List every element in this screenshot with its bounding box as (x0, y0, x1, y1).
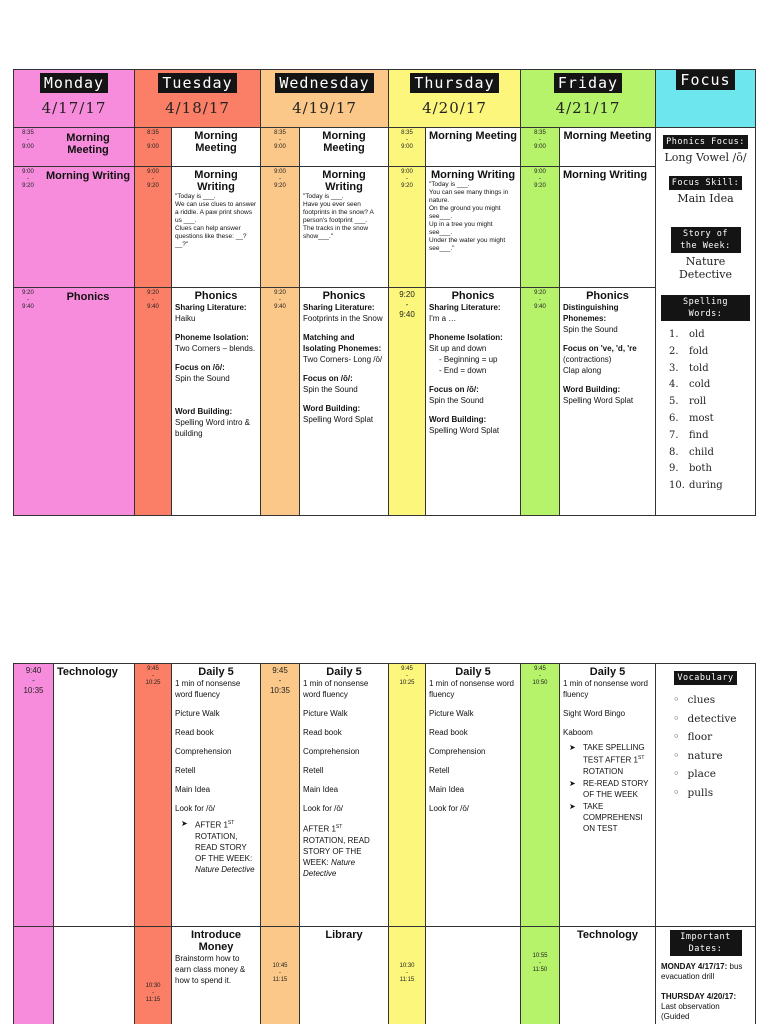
story-value: Nature Detective (678, 255, 733, 281)
day-date: 4/18/17 (165, 99, 230, 117)
list-item: 10. during (669, 480, 723, 492)
time-slot: 10:45 - 11:15 (261, 927, 300, 1024)
list-item: ◦ place (673, 765, 750, 784)
tuesday-phonics: Phonics Sharing Literature: Haiku Phoneme Isolation: Two Corners – blends. Focus on /ō/: Spin the Sound Word Building: Spelling Word intro & building (172, 288, 261, 516)
phoneme-bullets (429, 354, 517, 376)
afternoon-row (14, 927, 756, 1024)
time-slot: 8:35 - 9:00 (261, 128, 300, 167)
time-slot: 9:00 - 9:20 (389, 167, 426, 288)
important-dates-box (656, 927, 756, 1024)
activity-title: Phonics (66, 291, 110, 303)
time-slot: 9:20 - 9:40 (261, 288, 300, 516)
focus-skill-value: Main Idea (677, 192, 734, 205)
day-name: Wednesday (275, 73, 373, 93)
focus-skill-label: Focus Skill: (669, 176, 742, 190)
list-item: ◦ clues (673, 691, 750, 710)
thursday-morning-meeting: Morning Meeting (426, 128, 521, 167)
vocabulary-box (656, 664, 756, 927)
list-item: - End = down (439, 365, 517, 376)
activity-title: Morning Writing (45, 170, 131, 182)
monday-morning-writing (14, 167, 135, 288)
phonics-focus-value: Long Vowel /ō/ (664, 151, 747, 164)
thursday-phonics: Phonics Sharing Literature: I'm a … Phoneme Isolation: Sit up and down - Beginning = up - End = down Focus on /ō/: Spin the Sound Word Building: Spelling Word Splat (426, 288, 521, 516)
monday-morning-meeting (14, 128, 135, 167)
day-name: Friday (554, 73, 622, 93)
list-item: 4. cold (669, 379, 711, 391)
wednesday-morning-meeting: Morning Meeting (300, 128, 389, 167)
time-slot: 9:20 - 9:40 (521, 288, 560, 516)
time-slot: 9:45 - 10:25 (389, 664, 426, 927)
focus-title: Focus (676, 70, 734, 90)
tuesday-morning-meeting: Morning Meeting (172, 128, 261, 167)
time-slot: 10:30 - 11:15 (135, 927, 172, 1024)
list-item: ➤ TAKE SPELLING TEST AFTER 1ST ROTATION (569, 742, 652, 777)
list-item: 8. child (669, 446, 714, 458)
friday-morning-meeting: Morning Meeting (560, 128, 656, 167)
phonics-row (14, 288, 756, 516)
list-item: MONDAY 4/17/17: bus evacuation drill (661, 962, 743, 981)
day-date: 4/20/17 (422, 99, 487, 117)
phonics-focus-label: Phonics Focus: (663, 135, 748, 149)
spelling-words-label: Spelling Words: (661, 295, 750, 321)
time-slot: 9:45 - 10:25 (135, 664, 172, 927)
time-slot: 8:35 - 9:00 (135, 128, 172, 167)
header-monday (14, 70, 135, 128)
list-item: 3. told (669, 362, 709, 374)
thursday-empty-content (426, 927, 521, 1024)
morning-writing-row (14, 167, 756, 288)
time-slot: 8:35 - 9:00 (521, 128, 560, 167)
friday-morning-writing: Morning Writing (560, 167, 656, 288)
activity-title: Morning Meeting (66, 132, 110, 156)
list-item: ◦ nature (673, 747, 750, 766)
list-item: ◦ pulls (673, 784, 750, 803)
list-item: ➤ RE-READ STORY OF THE WEEK (569, 778, 652, 800)
focus-column (656, 128, 756, 516)
time-slot: 9:20 - 9:40 (135, 288, 172, 516)
important-dates-label: Important Dates: (670, 930, 742, 956)
header-focus (656, 70, 756, 128)
weekly-plan-table-top (13, 69, 756, 516)
list-item: - Beginning = up (439, 354, 517, 365)
header-wednesday (261, 70, 389, 128)
thursday-morning-writing: Morning Writing "Today is ___. You can see many things in nature. On the ground you might see___. Up in a tree you might see___. Under the water you might see___." (426, 167, 521, 288)
time-slot: 9:00 - 9:20 (135, 167, 172, 288)
tuesday-daily5: Daily 5 1 min of nonsense word fluency Picture Walk Read book Comprehension Retell Main Idea Look for /ō/ ➤ AFTER 1ST ROTATION, READ STORY OF THE WEEK: Nature Detective (172, 664, 261, 927)
wednesday-morning-writing: Morning Writing "Today is ___. Have you ever seen footprints in the snow? A person's footprint ___. The tracks in the snow show___." (300, 167, 389, 288)
monday-phonics (14, 288, 135, 516)
time-slot: 9:00 - 9:20 (521, 167, 560, 288)
list-item: THURSDAY 4/20/17: Last observation (Guided (661, 992, 737, 1021)
wednesday-library: Library (300, 927, 389, 1024)
time-slot: 8:35 - 9:00 (389, 128, 426, 167)
vocabulary-label: Vocabulary (674, 671, 736, 685)
arrow-list (175, 818, 257, 875)
time-slot: 8:35 - 9:00 (22, 130, 34, 150)
daily5-row (14, 664, 756, 927)
spelling-words-list (661, 327, 750, 495)
day-date: 4/17/17 (41, 99, 107, 117)
list-item: 9. both (669, 463, 712, 475)
list-item: 2. fold (669, 345, 709, 357)
day-date: 4/21/17 (555, 99, 621, 117)
list-item: ➤ AFTER 1ST ROTATION, READ STORY OF THE WEEK: Nature Detective (181, 818, 257, 875)
time-slot: 10:55 - 11:50 (521, 927, 560, 1024)
wednesday-daily5: Daily 5 1 min of nonsense word fluency Picture Walk Read book Comprehension Retell Main Idea Look for /ō/ AFTER 1ST ROTATION, READ STORY OF THE WEEK: Nature Detective (300, 664, 389, 927)
important-dates-list (661, 962, 750, 1022)
monday-technology: Technology (54, 664, 135, 927)
thursday-daily5: Daily 5 1 min of nonsense word fluency Picture Walk Read book Comprehension Retell Main Idea Look for /ō/ (426, 664, 521, 927)
list-item: ◦ detective (673, 710, 750, 729)
day-name: Thursday (410, 73, 498, 93)
header-thursday (389, 70, 521, 128)
wednesday-phonics: Phonics Sharing Literature: Footprints in the Snow Matching and Isolating Phonemes: Two Corners- Long /ō/ Focus on /ō/: Spin the Sound Word Building: Spelling Word Splat (300, 288, 389, 516)
weekly-plan-table-bottom (13, 663, 756, 1024)
list-item: ◦ floor (673, 728, 750, 747)
list-item: 1. old (669, 329, 705, 340)
list-item: 7. find (669, 429, 709, 441)
time-slot: 10:30 - 11:15 (389, 927, 426, 1024)
time-slot: 9:00 - 9:20 (261, 167, 300, 288)
monday-empty (14, 927, 54, 1024)
time-slot: 9:45 - 10:35 (261, 664, 300, 927)
friday-phonics: Phonics Distinguishing Phonemes: Spin the Sound Focus on 've, 'd, 're (contractions) Clap along Word Building: Spelling Word Splat (560, 288, 656, 516)
list-item: 5. roll (669, 396, 707, 408)
time-slot: 9:20 - 9:40 (22, 290, 34, 310)
monday-empty-content (54, 927, 135, 1024)
friday-daily5: Daily 5 1 min of nonsense word fluency Sight Word Bingo Kaboom ➤ TAKE SPELLING TEST AFTER 1ST ROTATION ➤ RE-READ STORY OF THE WEEK ➤ TAKE COMPREHENSI ON TEST (560, 664, 656, 927)
arrow-list (563, 742, 652, 834)
tuesday-introduce-money: Introduce Money Brainstorm how to earn class money & how to spend it. (172, 927, 261, 1024)
day-header-row (14, 70, 756, 128)
time-slot: 9:40 - 10:35 (14, 664, 54, 927)
header-friday (521, 70, 656, 128)
morning-meeting-row (14, 128, 756, 167)
day-name: Tuesday (158, 73, 236, 93)
day-name: Monday (40, 73, 108, 93)
tuesday-morning-writing: Morning Writing "Today is ___. We can use clues to answer a riddle. A paw print shows us ___. Clues can help answer questions like these: __?__?" (172, 167, 261, 288)
time-slot: 9:20 - 9:40 (389, 288, 426, 516)
vocabulary-list (661, 691, 750, 802)
list-item: 6. most (669, 412, 714, 424)
header-tuesday (135, 70, 261, 128)
story-label: Story of the Week: (671, 227, 741, 253)
friday-technology: Technology (560, 927, 656, 1024)
time-slot: 9:00 - 9:20 (22, 169, 34, 189)
list-item: ➤ TAKE COMPREHENSI ON TEST (569, 801, 652, 834)
time-slot: 9:45 - 10:50 (521, 664, 560, 927)
day-date: 4/19/17 (292, 99, 357, 117)
